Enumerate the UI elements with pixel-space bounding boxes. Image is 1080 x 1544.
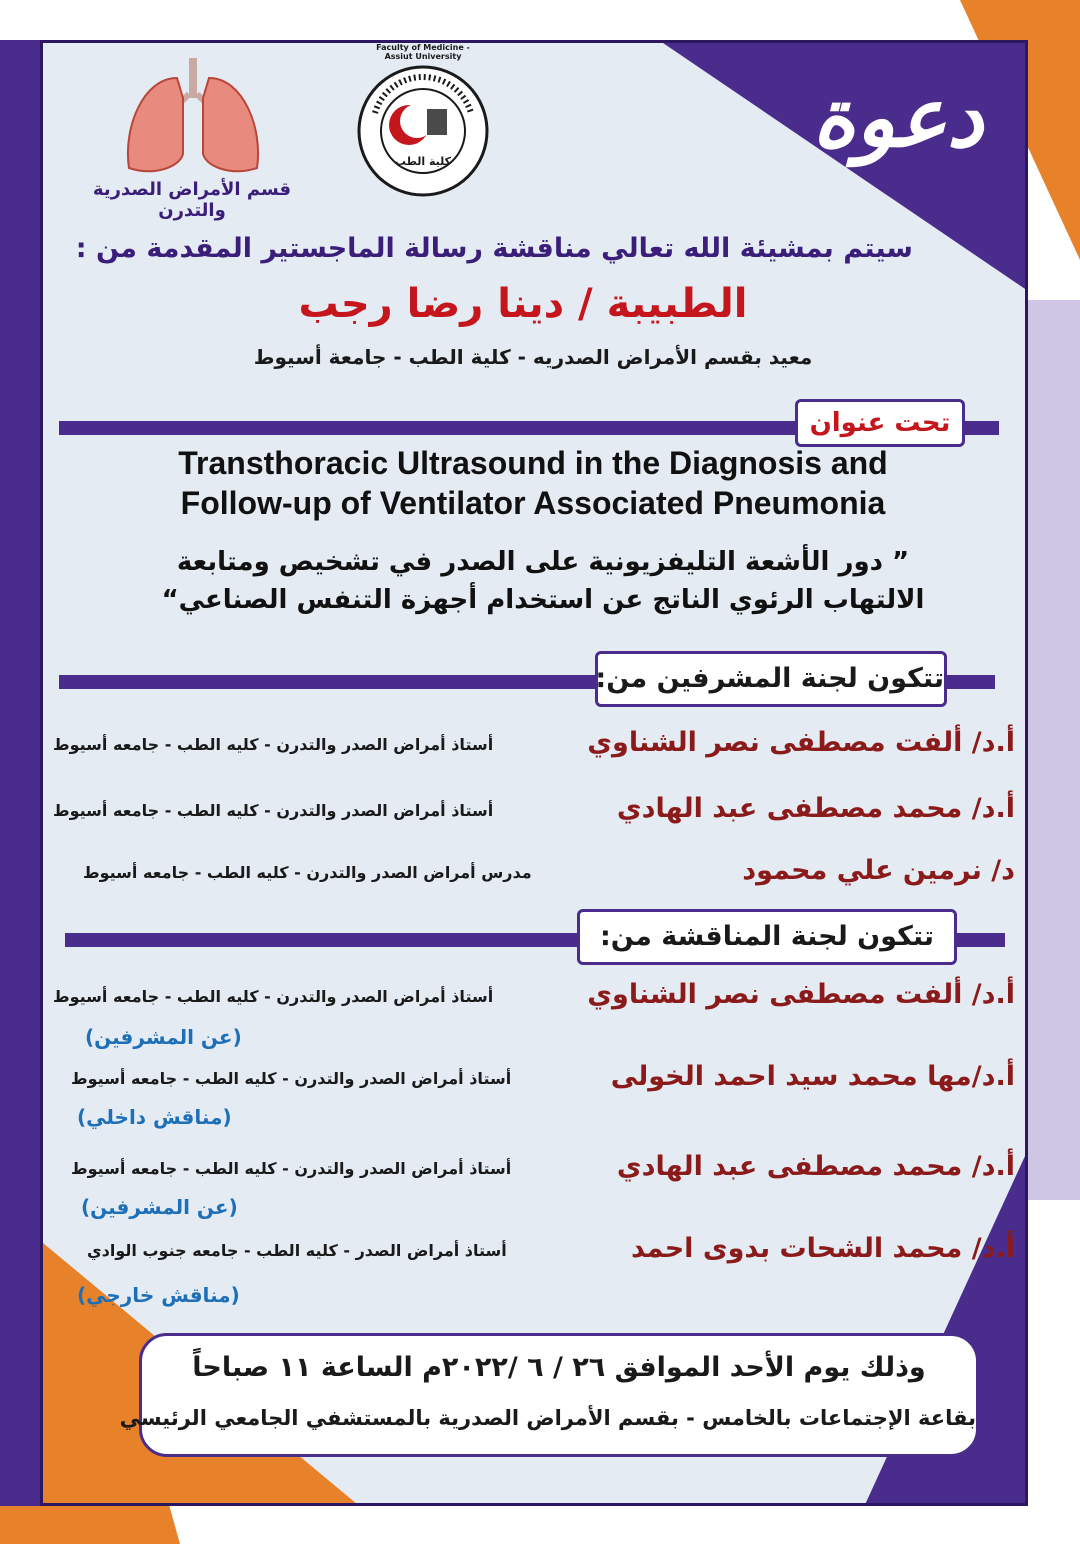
thesis-title-en-line-2: Follow-up of Ventilator Associated Pneumonia [180,485,886,521]
supervisor-name: أ.د/ ألفت مصطفى نصر الشناوي [587,727,1015,758]
seal-text: Faculty of Medicine - Assiut University [376,43,470,61]
university-seal-icon [355,63,491,199]
thesis-title-en [103,443,963,523]
examiner-row [53,1061,1015,1101]
supervisors-heading: تتكون لجنة المشرفين من: [595,651,947,707]
date-venue-box [119,1333,979,1457]
examiner-name: أ.د/ محمد مصطفى عبد الهادي [616,1151,1015,1182]
examiner-name: أ.د/مها محمد سيد احمد الخولى [610,1061,1015,1092]
supervisor-name: أ.د/ محمد مصطفى عبد الهادي [616,793,1015,824]
examiner-desc: أستاذ أمراض الصدر - كليه الطب - جامعه جنوب الوادي [87,1241,507,1260]
supervisor-desc: أستاذ أمراض الصدر والتدرن - كليه الطب - جامعه أسيوط [53,735,494,754]
candidate-position: معيد بقسم الأمراض الصدريه - كلية الطب - جامعة أسيوط [253,345,813,369]
examiner-name: أ.د/ محمد الشحات بدوى احمد [631,1233,1015,1264]
thesis-title-ar [83,543,1003,619]
thesis-title-ar-line-2: الالتهاب الرئوي الناتج عن استخدام أجهزة التنفس الصناعي“ [161,585,925,615]
intro-line: سيتم بمشيئة الله تعالي مناقشة رسالة الماجستير المقدمة من : [75,233,913,264]
venue-line: بقاعة الإجتماعات بالخامس - بقسم الأمراض الصدرية بالمستشفي الجامعي الرئيسي [119,1406,976,1430]
thesis-title-en-line-1: Transthoracic Ultrasound in the Diagnosis and [178,445,888,481]
examiner-role: (عن المشرفين) [81,1195,238,1219]
examiner-desc: أستاذ أمراض الصدر والتدرن - كليه الطب - جامعه أسيوط [71,1069,512,1088]
examiner-name: أ.د/ ألفت مصطفى نصر الشناوي [587,979,1015,1010]
thesis-title-ar-line-1: ” دور الأشعة التليفزيونية على الصدر في تشخيص ومتابعة [176,547,910,577]
invitation-card [40,40,1028,1506]
candidate-name: الطبيبة / دينا رضا رجب [298,281,748,327]
supervisor-row [53,855,1015,895]
examiner-desc: أستاذ أمراض الصدر والتدرن - كليه الطب - جامعه أسيوط [53,987,494,1006]
examiner-role: (عن المشرفين) [85,1025,242,1049]
thesis-heading: تحت عنوان [795,399,965,447]
seal-caption: كلية الطب [394,155,452,168]
supervisor-row [53,793,1015,833]
examiner-desc: أستاذ أمراض الصدر والتدرن - كليه الطب - جامعه أسيوط [71,1159,512,1178]
supervisor-desc: مدرس أمراض الصدر والتدرن - كليه الطب - جامعه أسيوط [83,863,532,882]
examiner-row [53,1233,1015,1273]
examiner-role: (مناقش داخلي) [77,1105,232,1129]
department-caption: قسم الأمراض الصدرية والتدرن [92,179,292,221]
date-line: وذلك يوم الأحد الموافق ٢٦ / ٦ /٢٠٢٢م الساعة ١١ صباحاً [192,1352,926,1383]
examiner-row [53,1151,1015,1191]
supervisor-name: د/ نرمين علي محمود [742,855,1015,886]
examiners-heading: تتكون لجنة المناقشة من: [577,909,957,965]
lungs-icon [113,58,273,178]
examiner-row [53,979,1015,1019]
examiner-role: (مناقش خارجي) [77,1283,240,1307]
supervisor-desc: أستاذ أمراض الصدر والتدرن - كليه الطب - جامعه أسيوط [53,801,494,820]
invite-word: دعوة [812,70,984,166]
supervisor-row [53,727,1015,767]
